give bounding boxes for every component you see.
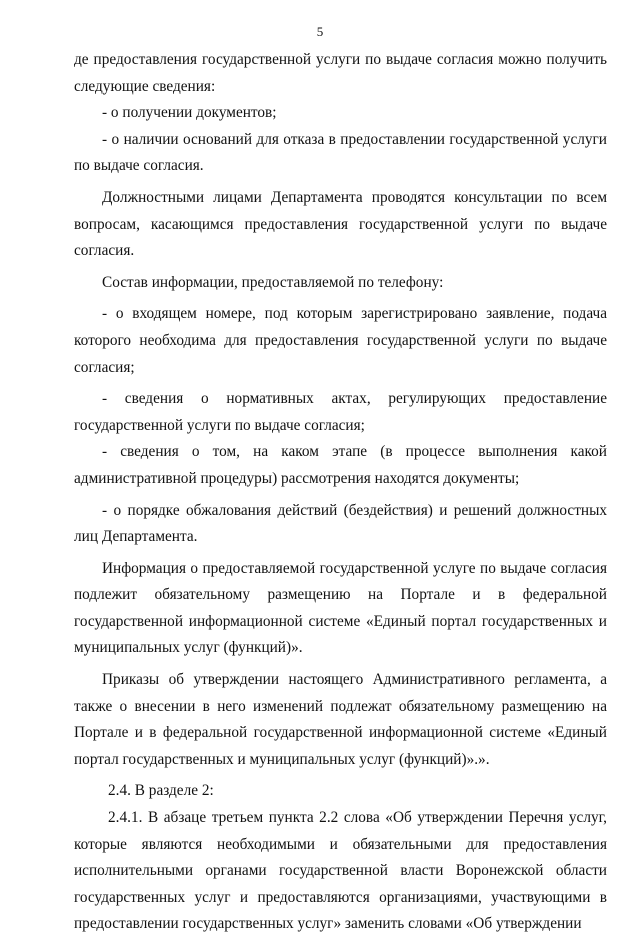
paragraph-continuation: де предоставления государственной услуги по выдаче согласия можно получить следующие сведения: [74,51,607,95]
paragraph-orders: Приказы об утверждении настоящего Административного регламента, а также о внесении в него изменений подлежат обязательному размещению на Портале и в федеральной государственной информационной системе «Единый портал государственных и муниципальных услуг (функций)».». [74,671,607,768]
list-item-refusal-grounds: - о наличии оснований для отказа в предоставлении государственной услуги по выдаче согласия. [74,130,607,175]
page-number: 5 [316,24,324,39]
paragraph-portal-info: Информация о предоставляемой государственной услуге по выдаче согласия подлежит обязательному размещению на Портале и в федеральной государственной информационной системе «Единый портал государственных и муниципальных услуг (функций)». [74,559,607,657]
section-heading-2-4: 2.4. В разделе 2: [108,782,214,800]
paragraph-consultations: Должностными лицами Департамента проводятся консультации по всем вопросам, касающимся предоставления государственной услуги по выдаче согласия. [74,188,607,260]
list-item-stage: - сведения о том, на каком этапе (в процессе выполнения какой административной процедуры) рассмотрения находятся документы; [74,443,607,487]
list-item-receipt: - о получении документов; [102,104,277,122]
paragraph-phone-info-heading: Состав информации, предоставляемой по телефону: [102,273,444,291]
list-item-appeal-procedure: - о порядке обжалования действий (бездействия) и решений должностных лиц Департамента. [74,501,607,546]
list-item-normative-acts: - сведения о нормативных актах, регулирующих предоставление государственной услуги по выдаче согласия; [74,390,607,434]
paragraph-2-4-1: 2.4.1. В абзаце третьем пункта 2.2 слова «Об утверждении Перечня услуг, которые являются необходимыми и обязательными для предоставления исполнительными органами государственной власти Воронежской области государственных услуг и предоставляются организациями, участвующими в предоставлении государственных услуг» заменить словами «Об утверждении [74,809,607,933]
list-item-incoming-number: - о входящем номере, под которым зарегистрировано заявление, подача которого необходима для предоставления государственной услуги по выдаче согласия; [74,305,607,376]
document-body [74,47,607,938]
